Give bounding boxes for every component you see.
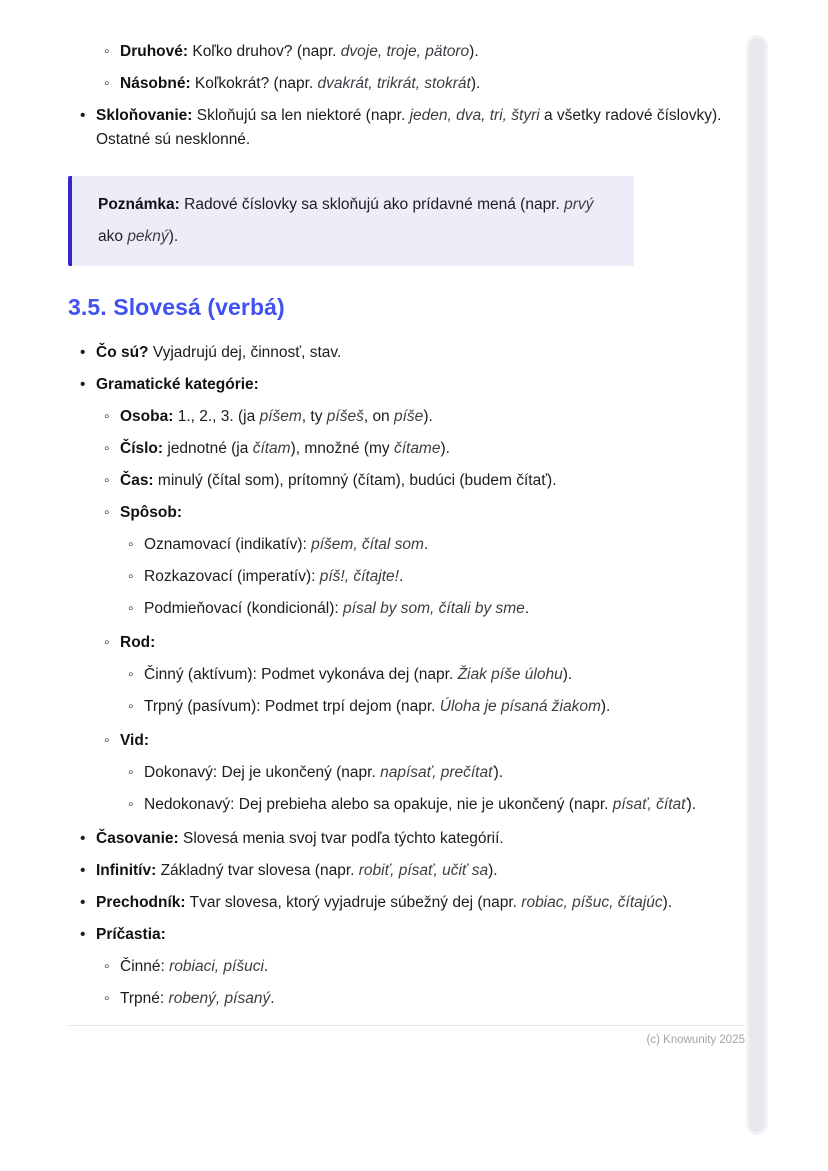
list-item-text [120, 987, 728, 1011]
bullet-icon: ◦ [128, 796, 134, 813]
plain-text: ). [440, 440, 450, 457]
footer-copyright: (c) Knowunity 2025 [646, 1034, 745, 1046]
plain-text: . [423, 536, 429, 553]
plain-text: . [524, 600, 530, 617]
italic-text: píšeš [326, 408, 364, 425]
main-list [68, 341, 728, 1011]
bold-text: Vid: [120, 732, 149, 749]
plain-text: . [270, 990, 275, 1007]
bullet-icon: • [80, 926, 86, 943]
plain-text: Trpný (pasívum): Podmet trpí dejom (napr. [144, 698, 440, 715]
bold-text: Príčastia: [96, 926, 166, 943]
bold-text: Spôsob: [120, 504, 182, 521]
list-item-text [144, 695, 728, 719]
bold-text: Násobné: [120, 75, 191, 92]
list-item-text [120, 405, 728, 429]
plain-text: Vyjadrujú dej, činnosť, stav. [148, 344, 342, 361]
bold-text: Osoba: [120, 408, 174, 425]
list-item-text [120, 72, 728, 96]
bold-text: Prechodník: [96, 894, 186, 911]
bullet-icon: ◦ [128, 698, 134, 715]
plain-text: a všetky radové číslovky). Ostatné sú nesklonné. [96, 107, 722, 148]
bullet-icon: ◦ [104, 990, 110, 1007]
list-item-text [96, 827, 728, 851]
italic-text: píšem [259, 408, 302, 425]
bullet-icon: ◦ [104, 43, 110, 60]
bold-text: Čas: [120, 472, 154, 489]
plain-text: ). [686, 796, 697, 813]
list-item [68, 827, 728, 851]
plain-text: ). [662, 894, 673, 911]
italic-text: písal by som, čítali by sme [343, 600, 525, 617]
bullet-icon: ◦ [128, 764, 134, 781]
bold-text: Infinitív: [96, 862, 157, 879]
list-item-text [120, 469, 728, 493]
list-item [68, 40, 728, 64]
list-item [68, 987, 728, 1011]
list-item-text [96, 923, 728, 947]
list-item [68, 565, 728, 589]
italic-text: čítam [252, 440, 291, 457]
list-item-text [120, 631, 728, 655]
bullet-icon: • [80, 862, 86, 879]
plain-text: ). [168, 228, 179, 245]
list-item [68, 437, 728, 461]
plain-text: Koľkokrát? (napr. [190, 75, 318, 92]
list-item [68, 597, 728, 621]
plain-text: Skloňujú sa len niektoré (napr. [192, 107, 410, 124]
plain-text: Základný tvar slovesa (napr. [156, 862, 359, 879]
scrollbar-thumb[interactable] [749, 38, 765, 1132]
plain-text: Koľko druhov? (napr. [188, 43, 341, 60]
italic-text: Úloha je písaná žiakom [439, 698, 601, 715]
bold-text: Poznámka: [98, 196, 180, 213]
list-item-text [120, 729, 728, 753]
bullet-icon: ◦ [104, 472, 110, 489]
plain-text: Činný (aktívum): Podmet vykonáva dej (napr. [144, 666, 458, 683]
plain-text: ). [562, 666, 573, 683]
italic-text: píšem, čítal som [311, 536, 424, 553]
list-item [68, 72, 728, 96]
bold-text: Čo sú? [96, 344, 149, 361]
plain-text: ). [493, 764, 504, 781]
plain-text: ako [98, 228, 128, 245]
bold-text: Číslo: [120, 440, 164, 457]
bullet-icon: ◦ [128, 600, 134, 617]
bullet-icon: ◦ [128, 536, 134, 553]
list-item-text [120, 955, 728, 979]
bullet-icon: ◦ [104, 408, 110, 425]
document-page [68, 0, 745, 1046]
plain-text: Dokonavý: Dej je ukončený (napr. [144, 764, 381, 781]
list-item-text [144, 761, 728, 785]
list-item-text [96, 891, 728, 915]
note-callout [68, 176, 634, 266]
plain-text: 1., 2., 3. (ja [173, 408, 260, 425]
italic-text: píše [394, 408, 424, 425]
list-item [68, 373, 728, 397]
intro-list [68, 40, 728, 152]
plain-text: ), množné (my [290, 440, 394, 457]
note-text [98, 196, 593, 245]
list-item-text [144, 663, 728, 687]
plain-text: Podmieňovací (kondicionál): [144, 600, 344, 617]
list-item-text [120, 501, 728, 525]
scrollbar[interactable] [746, 35, 768, 1135]
plain-text: Trpné: [120, 990, 169, 1007]
list-item [68, 663, 728, 687]
bullet-icon: ◦ [104, 732, 110, 749]
bold-text: Časovanie: [96, 830, 179, 847]
plain-text: ). [488, 862, 498, 879]
list-item-text [96, 859, 728, 883]
list-item [68, 761, 728, 785]
italic-text: dvakrát, trikrát, stokrát [317, 75, 471, 92]
italic-text: robiaci, píšuci [169, 958, 264, 975]
list-item-text [120, 437, 728, 461]
footer-divider [68, 1025, 745, 1026]
list-item [68, 729, 728, 753]
bullet-icon: ◦ [128, 568, 134, 585]
list-item-text [144, 533, 728, 557]
list-item [68, 469, 728, 493]
list-item [68, 405, 728, 429]
bullet-icon: ◦ [104, 440, 110, 457]
italic-text: pekný [127, 228, 169, 245]
italic-text: robiac, píšuc, čítajúc [521, 894, 663, 911]
bullet-icon: • [80, 344, 86, 361]
plain-text: . [398, 568, 404, 585]
plain-text: ). [600, 698, 611, 715]
bold-text: Rod: [120, 634, 156, 651]
plain-text: minulý (čítal som), prítomný (čítam), budúci (budem čítať). [153, 472, 557, 489]
italic-text: napísať, prečítať [380, 764, 494, 781]
list-item [68, 955, 728, 979]
italic-text: písať, čítať [612, 796, 687, 813]
plain-text: Činné: [120, 958, 170, 975]
list-item [68, 631, 728, 655]
bullet-icon: ◦ [104, 504, 110, 521]
plain-text: Radové číslovky sa skloňujú ako prídavné mená (napr. [179, 196, 565, 213]
plain-text: . [263, 958, 269, 975]
italic-text: píš!, čítajte! [319, 568, 399, 585]
bullet-icon: • [80, 830, 86, 847]
list-item-text [96, 104, 728, 152]
list-item [68, 891, 728, 915]
italic-text: dvoje, troje, pätoro [340, 43, 470, 60]
bullet-icon: ◦ [104, 958, 110, 975]
bold-text: Skloňovanie: [96, 107, 193, 124]
plain-text: ). [469, 43, 479, 60]
list-item-text [144, 793, 728, 817]
plain-text: Nedokonavý: Dej prebieha alebo sa opakuje, nie je ukončený (napr. [144, 796, 613, 813]
bold-text: Gramatické kategórie: [96, 376, 259, 393]
list-item [68, 533, 728, 557]
bullet-icon: • [80, 376, 86, 393]
list-item-text [144, 597, 728, 621]
section-heading: 3.5. Slovesá (verbá) [68, 294, 285, 320]
bullet-icon: ◦ [104, 75, 110, 92]
bullet-icon: • [80, 107, 86, 124]
plain-text: jednotné (ja [163, 440, 253, 457]
list-item-text [120, 40, 728, 64]
italic-text: robiť, písať, učiť sa [358, 862, 489, 879]
italic-text: čítame [393, 440, 441, 457]
italic-text: Žiak píše úlohu [457, 666, 563, 683]
list-item [68, 341, 728, 365]
bullet-icon: ◦ [104, 634, 110, 651]
bullet-icon: ◦ [128, 666, 134, 683]
list-item [68, 923, 728, 947]
list-item-text [144, 565, 728, 589]
italic-text: robený, písaný [168, 990, 271, 1007]
plain-text: ). [423, 408, 433, 425]
italic-text: jeden, dva, tri, štyri [409, 107, 540, 124]
bullet-icon: • [80, 894, 86, 911]
plain-text: ). [470, 75, 481, 92]
plain-text: , ty [301, 408, 327, 425]
italic-text: prvý [564, 196, 594, 213]
plain-text: , on [363, 408, 394, 425]
list-item [68, 501, 728, 525]
list-item [68, 104, 728, 152]
list-item [68, 859, 728, 883]
plain-text: Slovesá menia svoj tvar podľa týchto kategórií. [178, 830, 504, 847]
list-item-text [96, 341, 728, 365]
list-item [68, 793, 728, 817]
plain-text: Oznamovací (indikatív): [144, 536, 312, 553]
list-item-text [96, 373, 728, 397]
plain-text: Rozkazovací (imperatív): [144, 568, 320, 585]
plain-text: Tvar slovesa, ktorý vyjadruje súbežný dej (napr. [185, 894, 522, 911]
list-item [68, 695, 728, 719]
bold-text: Druhové: [120, 43, 189, 60]
